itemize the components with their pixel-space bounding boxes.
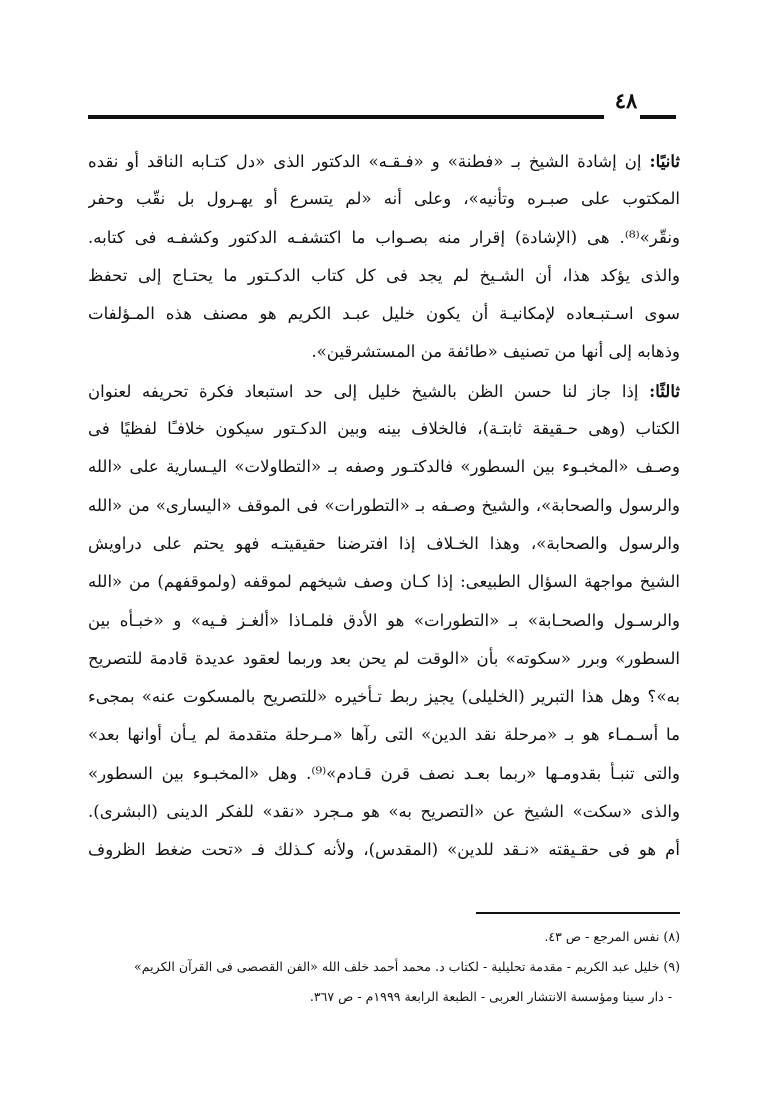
- header-rule: [88, 115, 604, 119]
- text-line: الكتاب (وهى حـقيقة ثابتـة)، فالخلاف بينه وبين الدكـتور سيكون خلافـًا لفظيًا فى: [88, 419, 680, 439]
- footnote-9-continued: - دار سينا ومؤسسة الانتشار العربى - الطبعة الرابعة ١٩٩٩م - ص ٣٦٧.: [309, 989, 672, 1004]
- text-line: المكتوب على صبـره وتأنيه»، وعلى أنه «لم يتسرع أو يهـرول بل نقّب وحفر: [88, 189, 680, 209]
- text-line: ونقّر»⁽⁸⁾. هى (الإشادة) إقرار منه بصـواب ما اكتشفـه الدكتور وكشفـه فى كتابه.: [88, 227, 680, 247]
- text-line: وصـف «المخبـوء بين السطور» فالدكتـور وصفه بـ «التطاولات» اليـسارية على «الله: [88, 457, 680, 477]
- text-line: وذهابه إلى أنها من تصنيف «طائفة من المستشرقين».: [311, 342, 680, 362]
- header-rule-short: [640, 115, 676, 119]
- text-line: والذى يؤكد هذا، أن الشـيخ لم يجد فى كل كتاب الدكـتور ما يحتـاج إلى تحفظ: [88, 265, 680, 285]
- text-line: أم هو فى حقـيقته «نـقد للدين» (المقدس)، ولأنه كـذلك فـ «تحت ضغط الظروف: [88, 840, 680, 860]
- text-line: سوى اسـتبـعاده لإمكانيـة أن يكون خليل عبـد الكريم هو مصنف هذه المـؤلفات: [88, 304, 680, 324]
- footnote-rule: [476, 912, 680, 914]
- text-line: والرسـول والصحـابة» بـ «التطورات» هو الأدق فلمـاذا «ألغـز فـيه» و «خبـأه بين: [88, 610, 680, 630]
- footnote-9: (٩) خليل عبد الكريم - مقدمة تحليلية - لكتاب د. محمد أحمد خلف الله «الفن القصصى فى القرآن الكريم»: [134, 959, 680, 974]
- section-marker: ثالثًا:: [649, 380, 680, 401]
- body-text: [88, 142, 680, 870]
- text-line: والتى تنبـأ بقدومـها «ربما بعـد نصف قرن قـادم»⁽⁹⁾. وهل «المخبـوء بين السطور»: [88, 763, 680, 783]
- text-line: الشيخ مواجهة السؤال الطبيعى: إذا كـان وصف شيخهم لموقفه (ولموقفهم) من «الله: [88, 572, 680, 592]
- text-line: السطور» وبرر «سكوته» بأن «الوقت لم يحن بعد وربما لعقود عديدة قادمة للتصريح: [88, 648, 680, 668]
- page-number: ٤٨: [614, 88, 638, 113]
- text-line: ثالثًا: إذا جاز لنا حسن الظن بالشيخ خليل إلى حد استبعاد فكرة تحريفه لعنوان: [88, 380, 680, 401]
- footnotes: [88, 922, 680, 1012]
- text-line: ما أسـمـاء هو بـ «مرحلة نقد الدين» التى رآها «مـرحلة متقدمة لم يـأن أوانها بعد»: [88, 725, 680, 745]
- text-line: والرسول والصحابة»، والشيخ وصـفه بـ «التطورات» فى الموقف «اليسارى» من «الله: [88, 495, 680, 515]
- footnote-8: (٨) نفس المرجع - ص ٤٣.: [544, 929, 680, 944]
- section-marker: ثانيًا:: [649, 151, 680, 171]
- text-line: ثانيًا: إن إشادة الشيخ بـ «فطنة» و «فـقـه» الدكتور الذى «دل كتـابه الناقد أو نقده: [88, 151, 680, 171]
- text-line: به»؟ وهل هذا التبرير (الخليلى) يجيز ربط تـأخيره «للتصريح بالمسكوت عنه» بمجىء: [88, 687, 680, 707]
- text-line: والرسول والصحابة»، وهذا الخـلاف إذا افترضنا حقيقيتـه فهو يحتم على دراويش: [88, 533, 680, 553]
- text-line: والذى «سكت» الشيخ عن «التصريح به» هو مـجرد «نقد» للفكر الدينى (البشرى).: [88, 802, 680, 822]
